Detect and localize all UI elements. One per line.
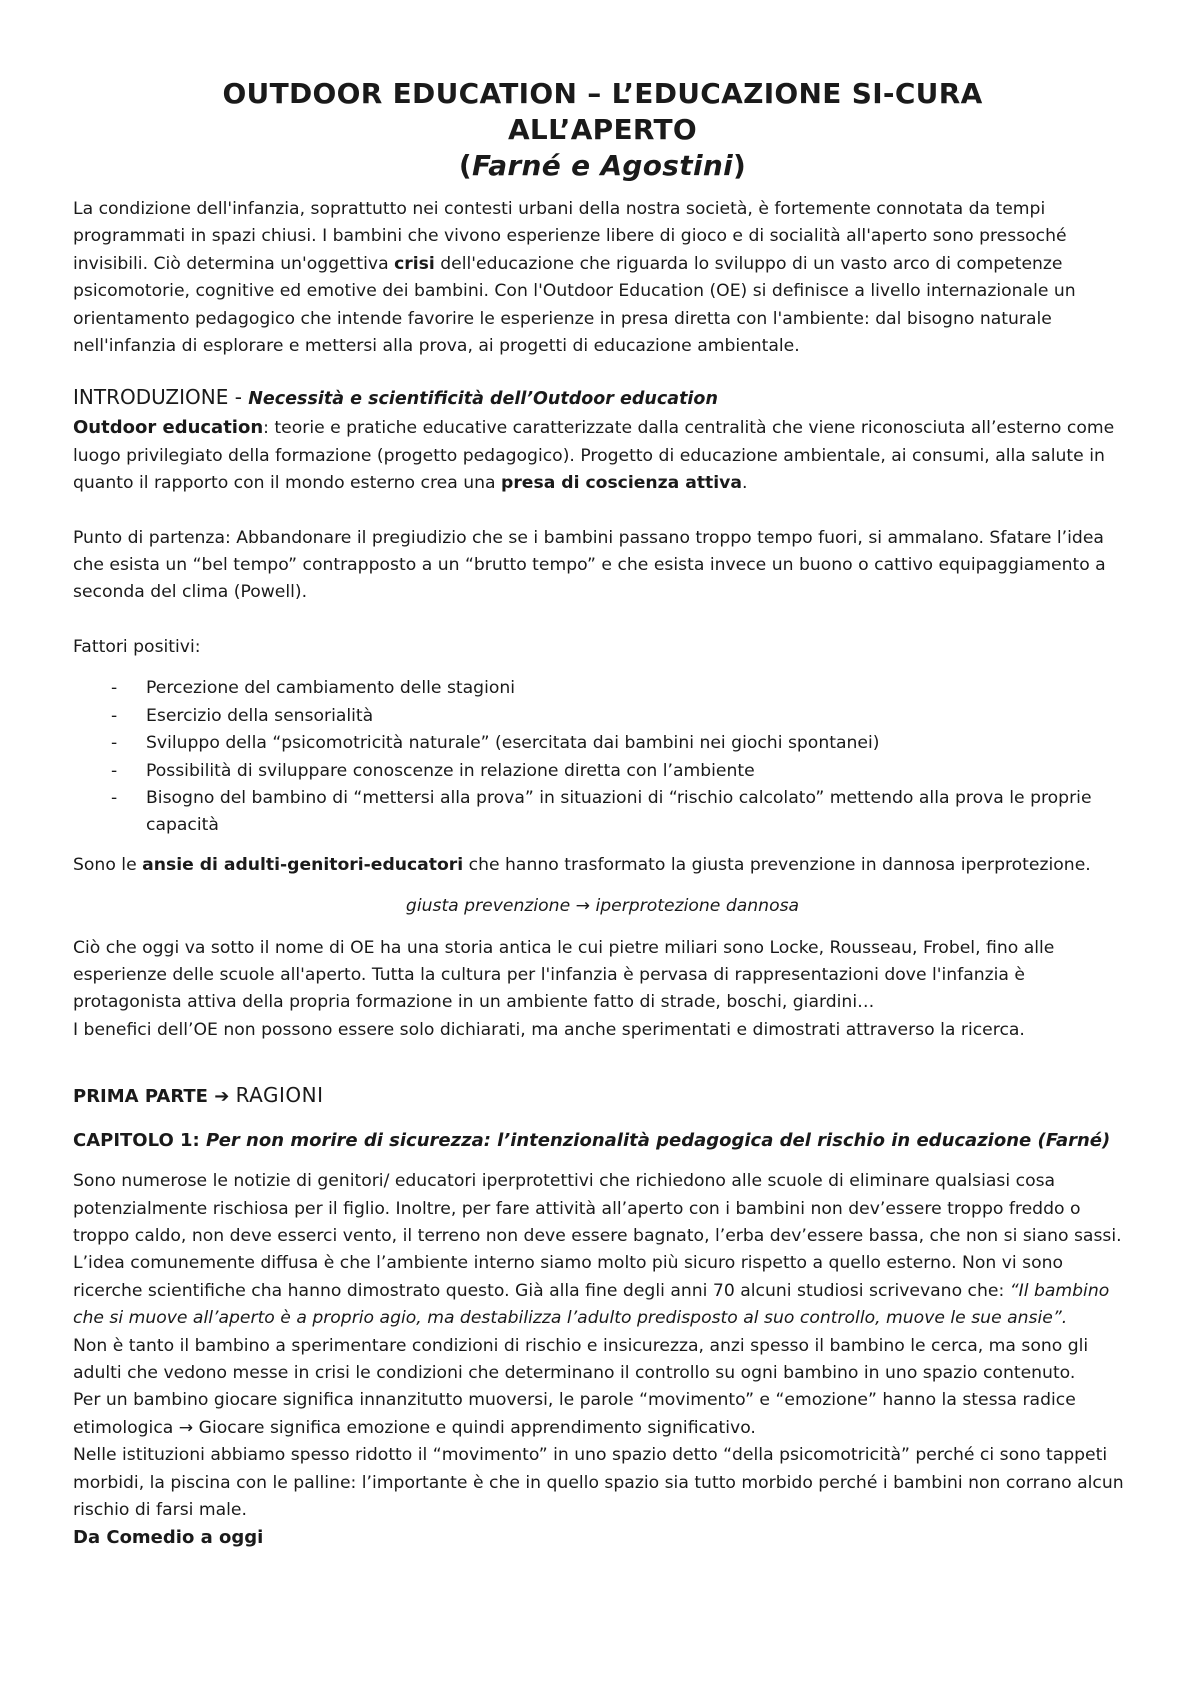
title-line-1: OUTDOOR EDUCATION – L’EDUCAZIONE SI-CURA [222, 77, 983, 110]
definition-paragraph: Outdoor education: teorie e pratiche educative caratterizzate dalla centralità che viene riconosciuta all’esterno come luogo privilegiato della formazione (progetto pedagogico). Progetto di educazione ambientale, ai consumi, alla salute in quanto il rapporto con il mondo esterno crea una presa di coscienza attiva. [73, 417, 1115, 494]
subheading-comedio: Da Comedio a oggi [73, 1527, 264, 1549]
list-item: - Bisogno del bambino di “mettersi alla prova” in situazioni di “rischio calcolato” mettendo alla prova le proprie capacità [73, 785, 1132, 840]
quote: “Il bambino che si muove all’aperto è a proprio agio, ma destabilizza l’adulto predisposto al suo controllo, muove le sue ansie”. [73, 1280, 1110, 1329]
capitolo-1-heading: CAPITOLO 1: Per non morire di sicurezza: l’intenzionalità pedagogica del rischio in educazione (Farné) [73, 1130, 1111, 1152]
list-item: - Sviluppo della “psicomotricità naturale” (esercitata dai bambini nei giochi spontanei) [73, 730, 1132, 757]
ansie-paragraph: Sono le ansie di adulti-genitori-educatori che hanno trasformato la giusta prevenzione in dannosa iperprotezione. [73, 854, 1091, 875]
capitolo-1-paragraph-4: Nelle istituzioni abbiamo spesso ridotto il “movimento” in uno spazio detto “della psicomotricità” perché ci sono tappeti morbidi, la piscina con le palline: l’importante è che in quello spazio sia tutto morbido perché i bambini non corrano alcun rischio di farsi male. [73, 1445, 1124, 1521]
intro-paragraph: La condizione dell'infanzia, soprattutto nei contesti urbani della nostra società, è fortemente connotata da tempi programmati in spazi chiusi. I bambini che vivono esperienze libere di gioco e di socialità all'aperto sono pressoché invisibili. Ciò determina un'oggettiva crisi dell'educazione che riguarda lo sviluppo di un vasto arco di competenze psicomotorie, cognitive ed emotive dei bambini. Con l'Outdoor Education (OE) si definisce a livello internazionale un orientamento pedagogico che intende favorire le esperienze in presa diretta con l'ambiente: dal bisogno naturale nell'infanzia di esplorare e mettersi alla prova, ai progetti di educazione ambientale. [73, 199, 1076, 357]
fattori-list [73, 675, 1132, 839]
prima-parte-heading: PRIMA PARTE ➔ RAGIONI [73, 1083, 324, 1108]
list-item: - Percezione del cambiamento delle stagioni [73, 675, 1132, 702]
list-item: - Possibilità di sviluppare conoscenze in relazione diretta con l’ambiente [73, 758, 1132, 785]
fattori-label: Fattori positivi: [73, 636, 201, 657]
arrow-statement: giusta prevenzione → iperprotezione dannosa [405, 896, 800, 917]
title-authors: (Farné e Agostini) [458, 149, 747, 182]
section-heading-introduzione: INTRODUZIONE - Necessità e scientificità dell’Outdoor education [73, 385, 718, 410]
list-item: - Esercizio della sensorialità [73, 703, 1132, 730]
title-line-2: ALL’APERTO [507, 113, 698, 146]
authors-name: Farné e Agostini [472, 149, 733, 182]
document-title [73, 76, 1132, 184]
capitolo-1-paragraph-3: Per un bambino giocare significa innanzitutto muoversi, le parole “movimento” e “emozione” hanno la stessa radice etimologica → Giocare significa emozione e quindi apprendimento significativo. [73, 1390, 1076, 1438]
capitolo-1-paragraph-1: Sono numerose le notizie di genitori/ educatori iperprotettivi che richiedono alle scuole di eliminare qualsiasi cosa potenzialmente rischiosa per il figlio. Inoltre, per fare attività all’aperto con i bambini non dev’essere troppo freddo o troppo caldo, non deve esserci vento, il terreno non deve essere bagnato, l’erba dev’essere bassa, che non si siano sassi. L’idea comunemente diffusa è che l’ambiente interno siamo molto più sicuro rispetto a quello esterno. Non vi sono ricerche scientifiche cha hanno dimostrato questo. Già alla fine degli anni 70 alcuni studiosi scrivevano che: “Il bambino che si muove all’aperto è a proprio agio, ma destabilizza l’adulto predisposto al suo controllo, muove le sue ansie”. [73, 1171, 1122, 1329]
storia-paragraph: Ciò che oggi va sotto il nome di OE ha una storia antica le cui pietre miliari sono Locke, Rousseau, Frobel, fino alle esperienze delle scuole all'aperto. Tutta la cultura per l'infanzia è pervasa di rappresentazioni dove l'infanzia è protagonista attiva della propria formazione in un ambiente fatto di strade, boschi, giardini… [73, 937, 1055, 1013]
punto-di-partenza-paragraph: Punto di partenza: Abbandonare il pregiudizio che se i bambini passano troppo tempo fuori, si ammalano. Sfatare l’idea che esista un “bel tempo” contrapposto a un “brutto tempo” e che esista invece un buono o cattivo equipaggiamento a seconda del clima (Powell). [73, 527, 1106, 603]
benefici-paragraph: I benefici dell’OE non possono essere solo dichiarati, ma anche sperimentati e dimostrati attraverso la ricerca. [73, 1019, 1025, 1040]
capitolo-1-paragraph-2: Non è tanto il bambino a sperimentare condizioni di rischio e insicurezza, anzi spesso il bambino le cerca, ma sono gli adulti che vedono messe in crisi le condizioni che determinano il controllo su ogni bambino in uno spazio contenuto. [73, 1335, 1089, 1383]
